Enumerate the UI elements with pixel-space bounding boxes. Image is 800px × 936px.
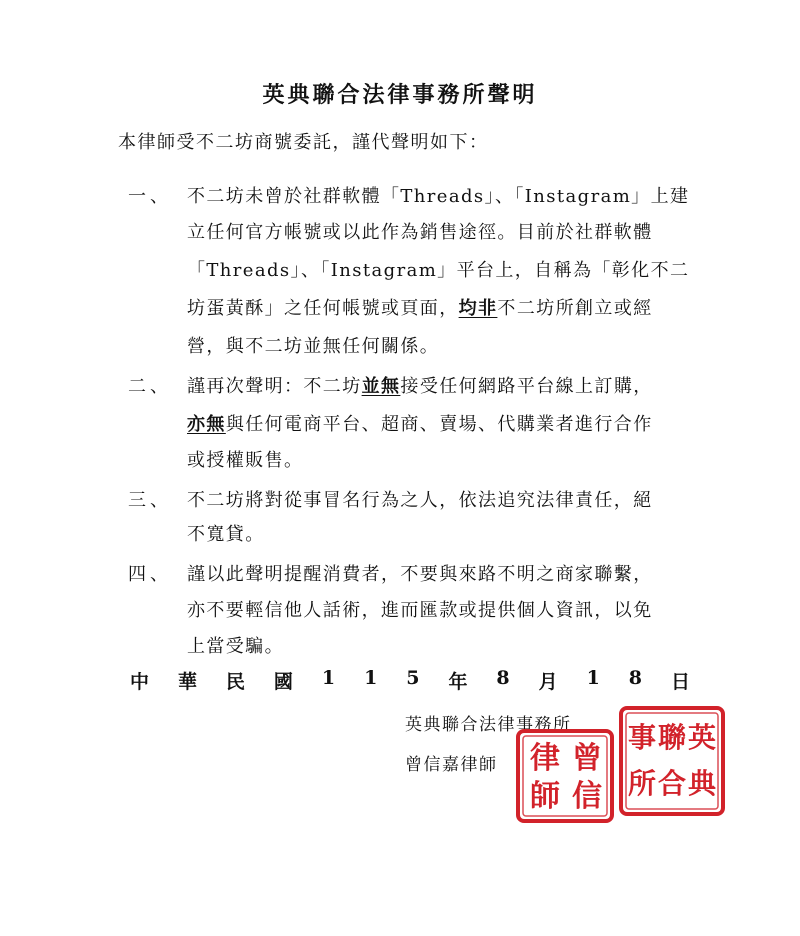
item-text: 謹再次聲明：不二坊 xyxy=(187,376,362,397)
intro-text: 本律師受不二坊商號委託，謹代聲明如下： xyxy=(118,132,489,153)
date-char: 日 xyxy=(670,671,690,693)
item-line xyxy=(187,294,653,320)
lawyer-signature: 曾信嘉律師 xyxy=(405,755,498,775)
item-line xyxy=(187,410,653,436)
svg-text:英: 英 xyxy=(687,721,717,754)
date-char: 1 xyxy=(586,667,600,689)
item-number: 三、 xyxy=(128,490,172,511)
date-char: 國 xyxy=(273,671,293,693)
svg-text:典: 典 xyxy=(687,767,717,800)
date-char: 中 xyxy=(130,671,150,693)
item-line: 「Threads」、「Instagram」平台上，自稱為「彰化不二 xyxy=(187,260,690,281)
item-line: 立任何官方帳號或以此作為銷售途徑。目前於社群軟體 xyxy=(187,222,653,243)
svg-text:合: 合 xyxy=(657,767,687,800)
firm-seal-stamp xyxy=(618,705,726,817)
document-title: 英典聯合法律事務所聲明 xyxy=(262,82,538,108)
lawyer-seal-stamp xyxy=(515,728,615,824)
item-text: 接受任何網路平台線上訂購， xyxy=(400,376,653,397)
date-char: 8 xyxy=(628,667,642,689)
item-line: 不二坊將對從事冒名行為之人，依法追究法律責任，絕 xyxy=(187,490,653,511)
item-line: 不二坊未曾於社群軟體「Threads」、「Instagram」上建 xyxy=(187,186,690,207)
item-number: 一、 xyxy=(128,186,172,207)
svg-text:曾: 曾 xyxy=(572,741,602,776)
item-line: 亦不要輕信他人話術，進而匯款或提供個人資訊，以免 xyxy=(187,600,653,621)
date-char: 年 xyxy=(448,671,468,693)
svg-text:所: 所 xyxy=(627,767,657,800)
date-char: 月 xyxy=(538,671,558,693)
svg-text:信: 信 xyxy=(572,779,602,814)
date-char: 1 xyxy=(321,667,336,689)
emphasis-text: 亦無 xyxy=(187,414,226,435)
item-line: 上當受騙。 xyxy=(187,636,284,657)
item-line: 營，與不二坊並無任何關係。 xyxy=(187,336,440,357)
svg-text:律: 律 xyxy=(530,741,560,776)
item-line xyxy=(187,372,653,398)
date-char: 民 xyxy=(225,671,245,693)
date-char: 8 xyxy=(496,667,510,689)
firm-signature: 英典聯合法律事務所 xyxy=(405,715,572,735)
date-char: 5 xyxy=(406,667,420,689)
svg-text:事: 事 xyxy=(627,721,657,754)
item-line: 謹以此聲明提醒消費者，不要與來路不明之商家聯繫， xyxy=(187,564,653,585)
item-line: 不寬貸。 xyxy=(187,524,265,545)
date-char: 華 xyxy=(177,671,197,693)
document-date xyxy=(130,667,690,694)
item-text: 與任何電商平台、超商、賣場、代購業者進行合作 xyxy=(225,414,653,435)
item-text: 不二坊所創立或經 xyxy=(497,298,653,319)
item-line: 或授權販售。 xyxy=(187,450,304,471)
item-text: 坊蛋黃酥」之任何帳號或頁面， xyxy=(187,298,459,319)
emphasis-text: 均非 xyxy=(458,298,498,319)
item-number: 二、 xyxy=(128,376,172,397)
date-char: 1 xyxy=(364,667,378,689)
svg-text:師: 師 xyxy=(530,779,560,814)
item-number: 四、 xyxy=(128,564,172,585)
svg-text:聯: 聯 xyxy=(657,721,687,754)
emphasis-text: 並無 xyxy=(361,376,401,397)
